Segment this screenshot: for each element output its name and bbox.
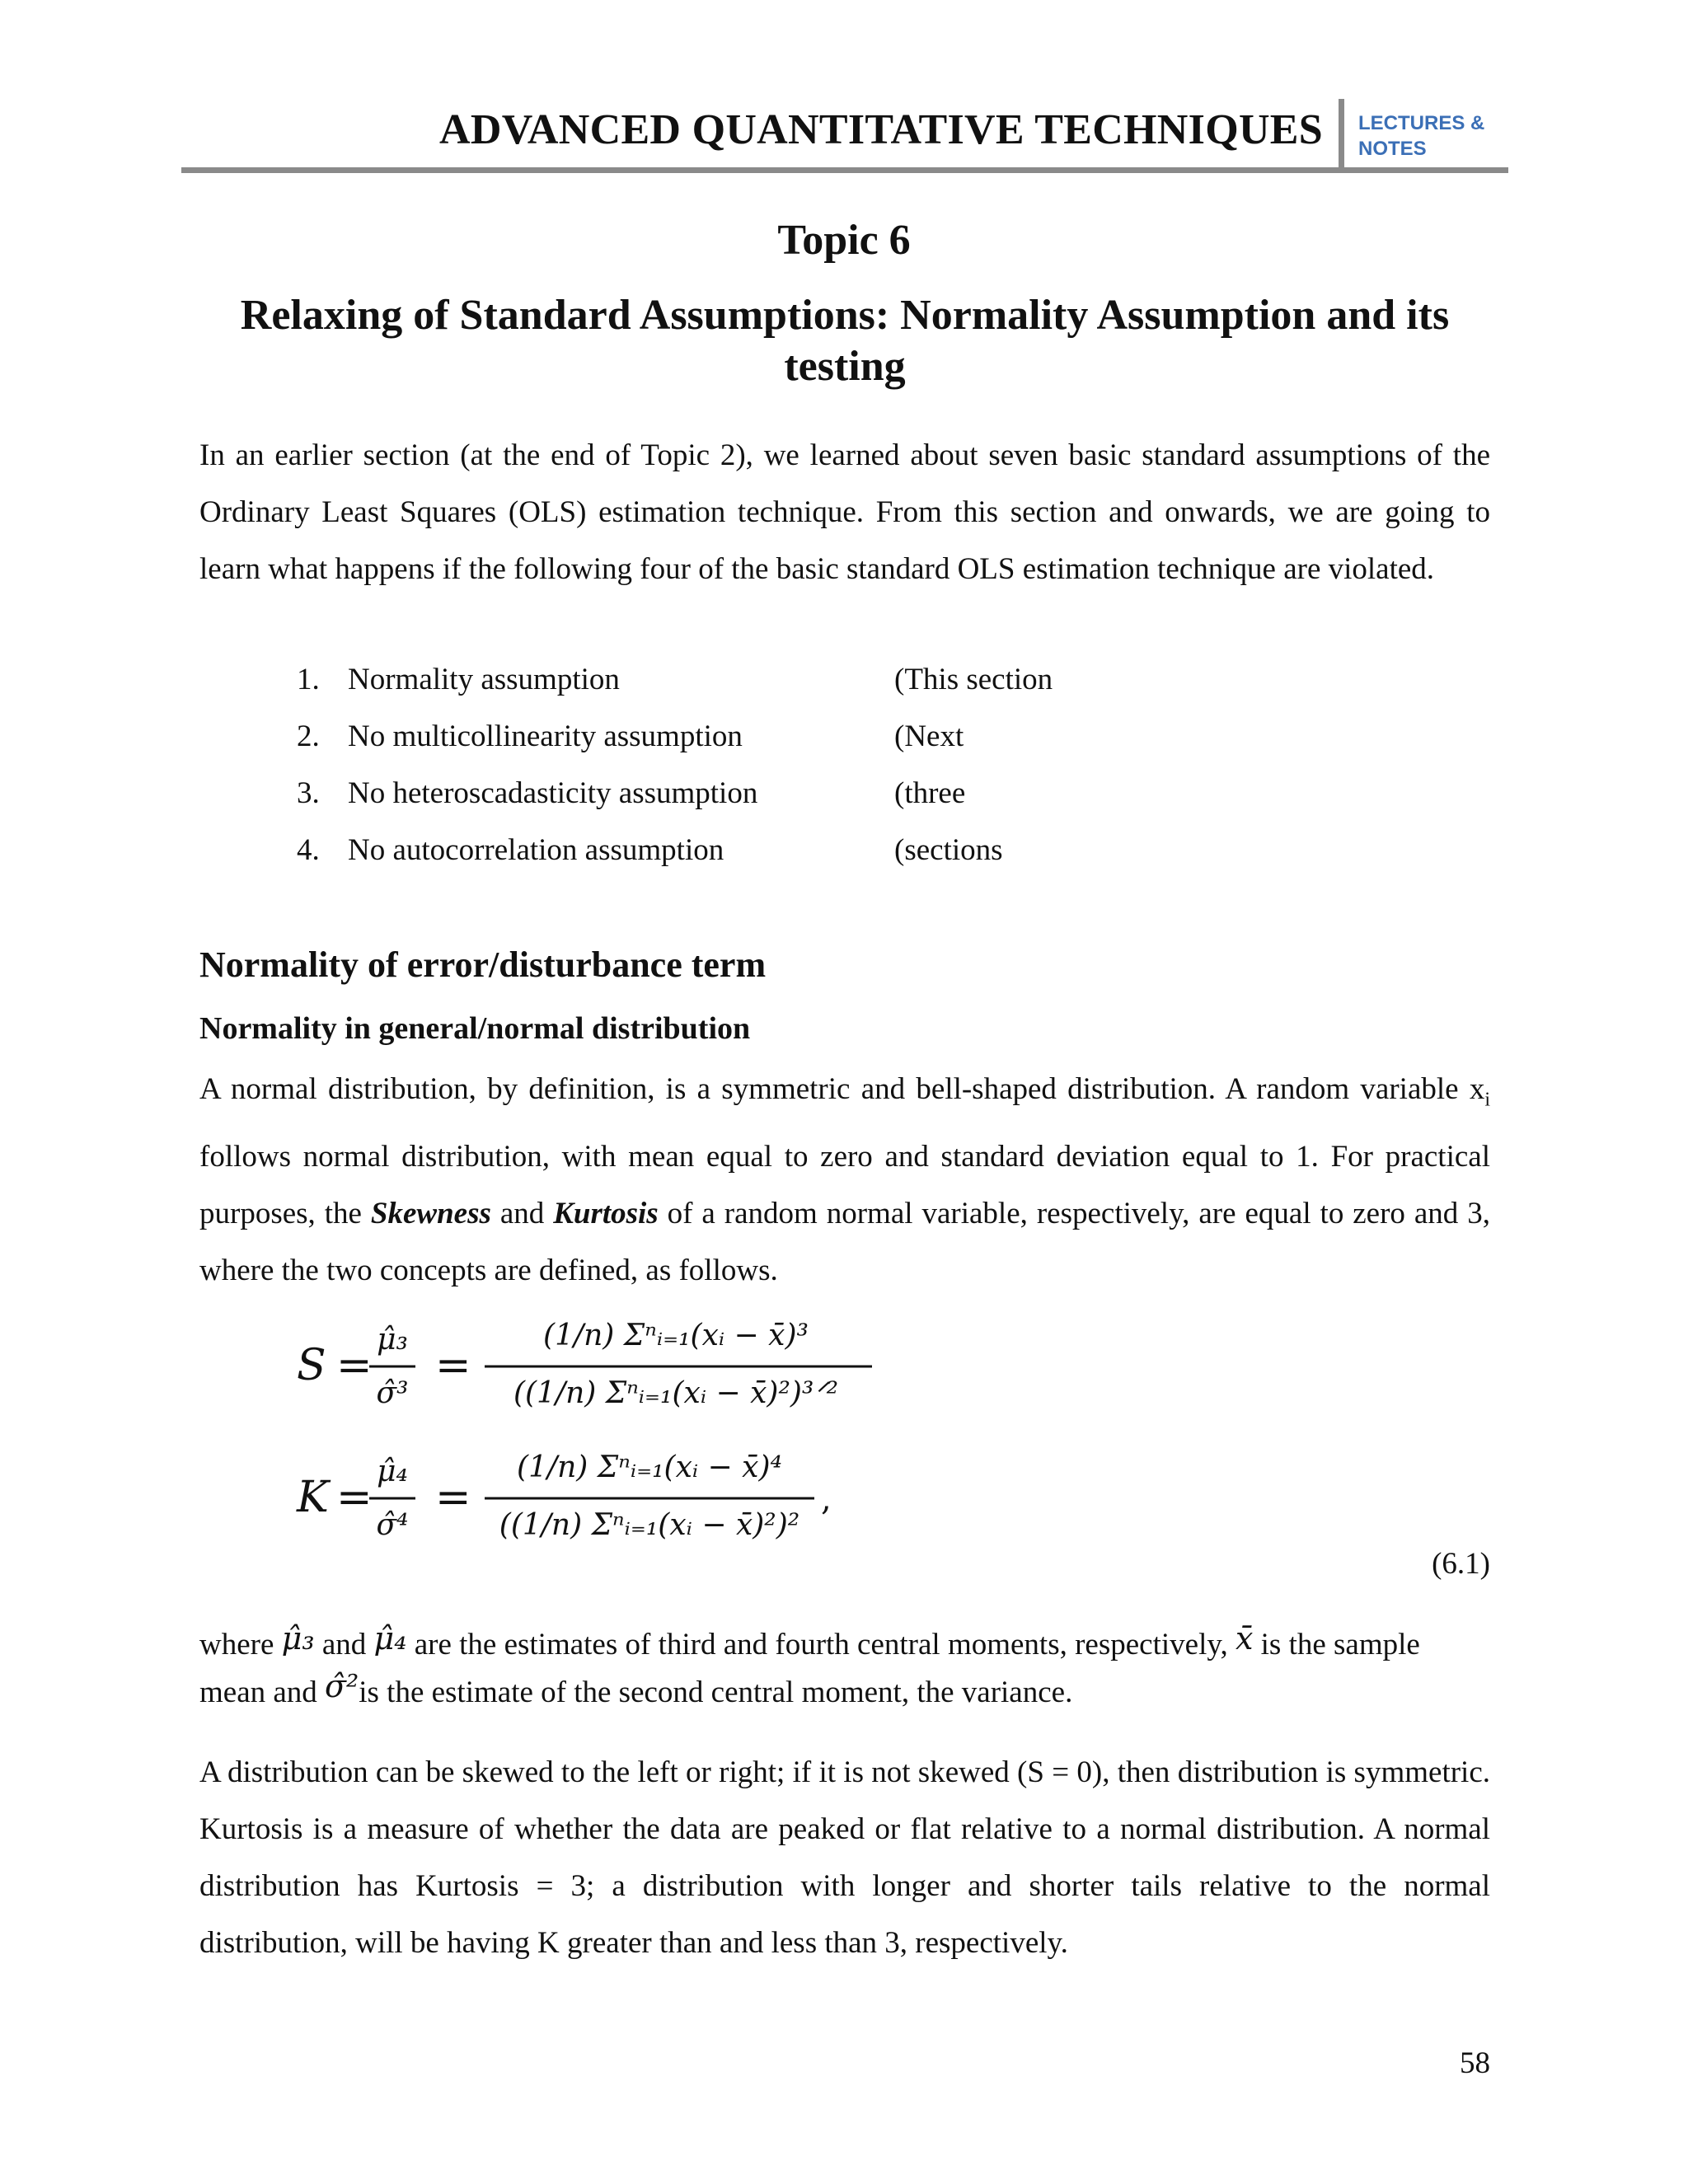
header-title: ADVANCED QUANTITATIVE TECHNIQUES xyxy=(439,106,1323,153)
header-badge-line2: NOTES xyxy=(1358,138,1427,160)
where-paragraph xyxy=(199,1620,1490,1716)
list-item xyxy=(297,765,1053,822)
formula-comma: , xyxy=(821,1480,832,1518)
normal-distribution-paragraph xyxy=(199,1061,1490,1299)
normal-para-part1: A normal distribution, by definition, is a symmetric and bell-shaped distribution. A random variable x xyxy=(199,1072,1485,1106)
header-divider xyxy=(1339,99,1344,171)
where-text-2: and xyxy=(314,1628,374,1661)
where-sigma2: σ̂² xyxy=(325,1668,359,1704)
list-item-number: 3. xyxy=(297,776,320,810)
formula-k-symbol: K xyxy=(297,1473,329,1522)
where-text-1: where xyxy=(199,1628,282,1661)
skewness-term: Skewness xyxy=(370,1197,491,1231)
normal-para-part2: follows normal distribution, with mean equal to zero and standard deviation equal to 1. For practical purposes, the xyxy=(199,1140,1490,1231)
formula-equals: = xyxy=(336,1473,373,1522)
formula-k-numerator: (1/n) Σⁿᵢ₌₁(xᵢ − x̄)⁴ xyxy=(517,1451,782,1484)
formula-mu4: μ̂₄ xyxy=(377,1455,408,1488)
normal-para-and: and xyxy=(490,1197,554,1231)
where-mu3: μ̂₃ xyxy=(281,1620,315,1657)
formula-s-numerator: (1/n) Σⁿᵢ₌₁(xᵢ − x̄)³ xyxy=(543,1319,809,1352)
normal-para-part3: of a random normal variable, respectively, are equal to zero and 3, where the two concepts are defined, as follows. xyxy=(199,1197,1490,1288)
where-text-5: is the estimate of the second central moment, the variance. xyxy=(359,1675,1073,1709)
where-xbar: x̄ xyxy=(1235,1620,1254,1657)
formula-mu3: μ̂₃ xyxy=(377,1323,408,1357)
where-text-4: is the sample mean and xyxy=(199,1628,1420,1709)
formula-sigma4: σ̂⁴ xyxy=(376,1508,409,1542)
where-mu4: μ̂₄ xyxy=(373,1620,407,1657)
subsection-heading: Normality in general/normal distribution xyxy=(199,1011,751,1046)
topic-heading: Topic 6 xyxy=(777,217,911,264)
normal-para-subscript: i xyxy=(1484,1089,1490,1111)
assumptions-list xyxy=(297,651,1053,879)
list-item-note: (three xyxy=(894,776,966,810)
formula-sigma3: σ̂³ xyxy=(376,1376,409,1410)
formula-equals: = xyxy=(336,1341,373,1390)
formula-equals: = xyxy=(435,1473,471,1522)
list-item-text: No heteroscadasticity assumption xyxy=(348,776,758,810)
skewness-kurtosis-formula xyxy=(287,1287,880,1576)
skew-kurtosis-paragraph: A distribution can be skewed to the left or right; if it is not skewed (S = 0), then distribution is symmetric. Kurtosis is a measure of whether the data are peaked or flat relative to a normal distribution. A normal distribution has Kurtosis = 3; a distribution with longer and shorter tails relative to the normal distribution, will be having K greater than and less than 3, respectively. xyxy=(199,1755,1490,1960)
list-item-text: Normality assumption xyxy=(348,663,620,696)
formula-s-denominator: ((1/n) Σⁿᵢ₌₁(xᵢ − x̄)²)³ᐟ² xyxy=(513,1376,839,1410)
header-badge-line1: LECTURES & xyxy=(1358,112,1485,134)
section-heading: Normality of error/disturbance term xyxy=(199,944,767,985)
list-item-note: (Next xyxy=(894,719,964,753)
header-badge xyxy=(1358,110,1484,162)
where-text-3: are the estimates of third and fourth central moments, respectively, xyxy=(406,1628,1236,1661)
list-item-text: No multicollinearity assumption xyxy=(348,719,743,753)
equation-number: (6.1) xyxy=(1432,1547,1490,1581)
formula-s-symbol: S xyxy=(297,1341,326,1390)
list-item xyxy=(297,651,1053,708)
list-item-number: 2. xyxy=(297,719,320,753)
header-rule xyxy=(181,167,1508,173)
page-number: 58 xyxy=(1460,2046,1490,2080)
page-title: Relaxing of Standard Assumptions: Normality Assumption and its testing xyxy=(240,292,1450,390)
list-item-note: (sections xyxy=(894,833,1003,867)
formula-k-denominator: ((1/n) Σⁿᵢ₌₁(xᵢ − x̄)²)² xyxy=(499,1508,800,1542)
list-item-number: 4. xyxy=(297,833,320,867)
intro-paragraph: In an earlier section (at the end of Topic 2), we learned about seven basic standard assumptions of the Ordinary Least Squares (OLS) estimation technique. From this section and onwards, we are going to learn what happens if the following four of the basic standard OLS estimation technique are violated. xyxy=(199,438,1490,586)
formula-equals: = xyxy=(435,1341,471,1390)
list-item xyxy=(297,708,1053,765)
list-item xyxy=(297,822,1053,879)
list-item-text: No autocorrelation assumption xyxy=(348,833,724,867)
list-item-note: (This section xyxy=(894,663,1053,696)
list-item-number: 1. xyxy=(297,663,320,696)
kurtosis-term: Kurtosis xyxy=(553,1197,659,1231)
